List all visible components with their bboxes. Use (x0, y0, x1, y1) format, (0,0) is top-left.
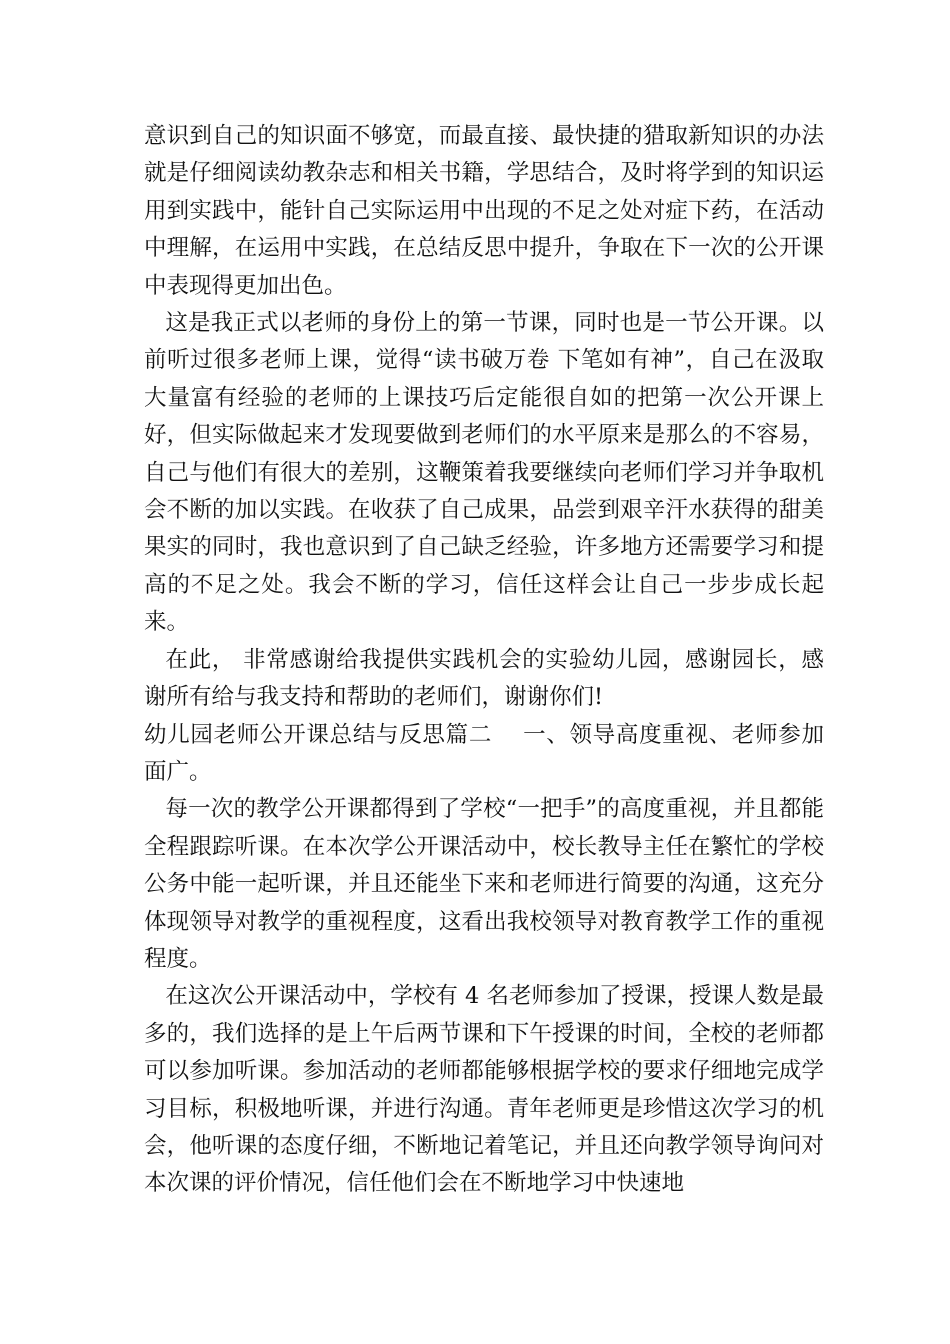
section-heading: 幼儿园老师公开课总结与反思篇二 一、领导高度重视、老师参加面广。 (144, 721, 824, 785)
paragraph: 每一次的教学公开课都得到了学校“一把手”的高度重视，并且都能全程跟踪听课。在本次学公开课活动中，校长教导主任在繁忙的学校公务中能一起听课，并且还能坐下来和老师进行简要的沟通，这充分体现领导对教学的重视程度，这看出我校领导对教育教学工作的重视程度。 (144, 796, 824, 972)
paragraph: 这是我正式以老师的身份上的第一节课，同时也是一节公开课。以前听过很多老师上课，觉得“读书破万卷 下笔如有神”，自己在汲取大量富有经验的老师的上课技巧后定能很自如的把第一次公开课上好，但实际做起来才发现要做到老师们的水平原来是那么的不容易，自己与他们有很大的差别，这鞭策着我要继续向老师们学习并争取机会不断的加以实践。在收获了自己成果，品尝到艰辛汗水获得的甜美果实的同时，我也意识到了自己缺乏经验，许多地方还需要学习和提高的不足之处。我会不断的学习，信任这样会让自己一步步成长起来。 (144, 310, 824, 636)
document-page (144, 118, 824, 1203)
paragraph: 在这次公开课活动中，学校有 4 名老师参加了授课，授课人数是最多的，我们选择的是上午后两节课和下午授课的时间，全校的老师都可以参加听课。参加活动的老师都能够根据学校的要求仔细地完成学习目标，积极地听课，并进行沟通。青年老师更是珍惜这次学习的机会，他听课的态度仔细，不断地记着笔记，并且还向教学领导询问对本次课的评价情况，信任他们会在不断地学习中快速地 (144, 983, 824, 1197)
paragraph: 意识到自己的知识面不够宽，而最直接、最快捷的猎取新知识的办法就是仔细阅读幼教杂志和相关书籍，学思结合，及时将学到的知识运用到实践中，能针自己实际运用中出现的不足之处对症下药，在活动中理解，在运用中实践，在总结反思中提升，争取在下一次的公开课中表现得更加出色。 (144, 123, 824, 299)
paragraph: 在此， 非常感谢给我提供实践机会的实验幼儿园，感谢园长，感谢所有给与我支持和帮助的老师们，谢谢你们! (144, 646, 824, 711)
